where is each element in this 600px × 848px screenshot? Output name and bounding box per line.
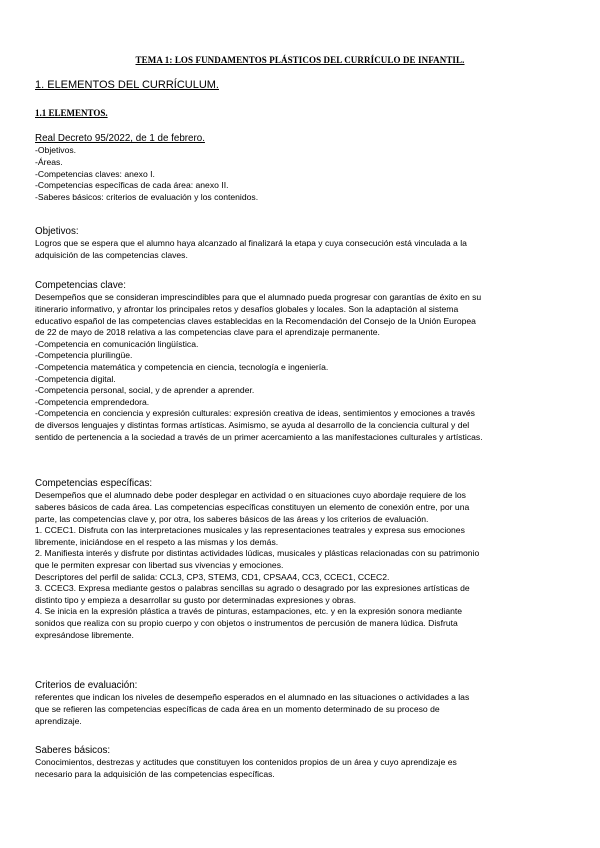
text-line: 3. CCEC3. Expresa mediante gestos o palabras sencillas su agrado o desagrado por las expresiones artísticas de: [35, 583, 470, 594]
text-line: -Competencia matemática y competencia en ciencia, tecnología e ingeniería.: [35, 361, 329, 372]
text-line: necesario para la adquisición de las competencias específicas.: [35, 769, 275, 779]
section-heading-elementos-curriculum: 1. ELEMENTOS DEL CURRÍCULUM.: [35, 79, 219, 91]
section-competencias-clave: [35, 280, 565, 443]
text-line: -Saberes básicos: criterios de evaluación y los contenidos.: [35, 191, 259, 202]
competencias-clave-heading: Competencias clave:: [35, 280, 126, 291]
real-decreto-heading: Real Decreto 95/2022, de 1 de febrero.: [35, 133, 205, 144]
text-line: itinerario informativo, y afrontar los principales retos y desafíos globales y locales. Son la adaptación al sistema: [35, 304, 459, 314]
text-line: referentes que indican los niveles de desempeño esperados en el alumnado en las situaciones o actividades a las: [35, 692, 470, 703]
text-line: que se refieren las competencias específicas de cada área en un momento determinado de su proceso de: [35, 704, 440, 714]
text-line: adquisición de las competencias claves.: [35, 250, 188, 260]
text-line: -Competencia en conciencia y expresión culturales: expresión creativa de ideas, sentimientos y emociones a través: [35, 408, 475, 419]
subsection-heading-elementos: 1.1 ELEMENTOS.: [35, 108, 108, 118]
text-line: -Competencia personal, social, y de aprender a aprender.: [35, 385, 255, 396]
text-line: -Competencia en comunicación lingüística.: [35, 338, 199, 349]
text-line: Desempeños que el alumnado debe poder desplegar en actividad o en situaciones cuyo abordaje requiere de los: [35, 490, 466, 501]
text-line: de diversos lenguajes y distintas formas artísticas. Asimismo, se ayuda al desarrollo de la conciencia cultural y del: [35, 419, 470, 430]
text-line: -Competencia plurilingüe.: [35, 350, 133, 361]
text-line: sentido de pertenencia a la sociedad a través de un primer acercamiento a las manifestaciones culturales y artísticas.: [35, 431, 483, 442]
text-line: 4. Se inicia en la expresión plástica a través de pinturas, estampaciones, etc. y en la expresión sonora mediante: [35, 606, 463, 617]
section-criterios-evaluacion: [35, 680, 565, 727]
competencias-especificas-heading: Competencias específicas:: [35, 478, 153, 489]
text-line: sonidos que realiza con su propio cuerpo y con objetos o instrumentos de percusión de manera lúdica. Disfruta: [35, 617, 458, 628]
text-line: Logros que se espera que el alumno haya alcanzado al finalizará la etapa y cuya consecución está vinculada a la: [35, 238, 467, 249]
text-line: -Áreas.: [35, 157, 63, 167]
section-competencias-especificas: [35, 478, 565, 641]
text-line: de 22 de mayo de 2018 relativa a las competencias clave para el aprendizaje permanente.: [35, 327, 380, 338]
text-line: parte, las competencias clave y, por otra, los saberes básicos de las áreas y los criterios de evaluación.: [35, 513, 429, 524]
text-line: 1. CCEC1. Disfruta con las interpretaciones musicales y las representaciones teatrales y expresa sus emociones: [35, 525, 465, 536]
text-line: distinto tipo y empieza a desarrollar su gusto por determinadas expresiones y obras.: [35, 594, 357, 605]
text-line: Conocimientos, destrezas y actitudes que constituyen los contenidos propios de un área y cuyo aprendizaje es: [35, 757, 457, 768]
section-saberes-basicos: [35, 745, 565, 781]
text-line: Desempeños que se consideran imprescindibles para que el alumnado pueda progresar con garantías de éxito en su: [35, 292, 482, 303]
text-line: Descriptores del perfil de salida: CCL3, CP3, STEM3, CD1, CPSAA4, CC3, CCEC1, CCEC2.: [35, 571, 390, 582]
text-line: -Competencia emprendedora.: [35, 396, 150, 407]
text-line: -Objetivos.: [35, 145, 77, 156]
section-real-decreto: [35, 133, 565, 203]
saberes-heading: Saberes básicos:: [35, 745, 111, 756]
text-line: -Competencias específicas de cada área: anexo II.: [35, 180, 229, 191]
objetivos-heading: Objetivos:: [35, 226, 79, 237]
text-line: libremente, iniciándose en el respeto a las mismas y los demás.: [35, 536, 279, 547]
text-line: expresándose libremente.: [35, 629, 134, 640]
text-line: -Competencias claves: anexo I.: [35, 168, 155, 179]
text-line: aprendizaje.: [35, 715, 82, 726]
text-line: 2. Manifiesta interés y disfrute por distintas actividades lúdicas, musicales y plásticas relacionadas con su patrimonio: [35, 548, 480, 559]
text-line: que le permiten expresar con libertad sus vivencias y emociones.: [35, 559, 284, 570]
section-objetivos: [35, 226, 565, 262]
text-line: saberes básicos de cada área. Las competencias específicas constituyen un elemento de conexión entre, por una: [35, 502, 470, 512]
text-line: -Competencia digital.: [35, 373, 116, 384]
text-line: educativo español de las competencias claves establecidas en la Recomendación del Consejo de la Unión Europea: [35, 315, 476, 326]
criterios-heading: Criterios de evaluación:: [35, 680, 138, 691]
document-title: TEMA 1: LOS FUNDAMENTOS PLÁSTICOS DEL CURRÍCULO DE INFANTIL.: [135, 55, 465, 65]
